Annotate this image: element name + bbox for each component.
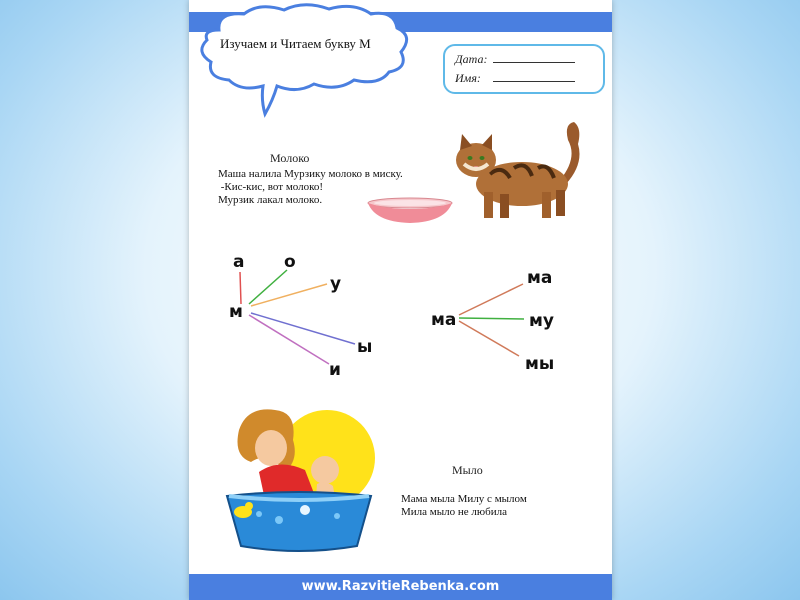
- syllable-center: ма: [431, 310, 457, 330]
- syllable-ma: ма: [527, 268, 553, 288]
- link-line-a: [240, 272, 241, 304]
- name-label: Имя:: [455, 71, 481, 85]
- link-line-my: [459, 321, 519, 356]
- link-line-i: [249, 315, 329, 364]
- worksheet-title: Изучаем и Читаем букву М: [220, 36, 371, 51]
- link-line-ma: [459, 284, 523, 315]
- letter-u: у: [330, 274, 342, 294]
- link-line-u: [251, 284, 327, 306]
- mother-bathing-baby-icon: [219, 400, 379, 558]
- syllable-my: мы: [525, 354, 555, 374]
- letter-m: м: [229, 302, 243, 322]
- story1-heading: Молоко: [270, 151, 310, 165]
- footer-banner: [189, 574, 612, 600]
- link-line-o: [249, 270, 287, 304]
- story2-line: Мила мыло не любила: [401, 506, 507, 518]
- syllable-mu: му: [529, 311, 554, 331]
- link-line-y: [251, 313, 355, 344]
- story2-heading: Мыло: [452, 463, 483, 477]
- date-label: Дата:: [455, 52, 488, 66]
- link-line-mu: [459, 318, 524, 319]
- letter-i: и: [329, 360, 341, 380]
- letter-a: а: [233, 252, 245, 272]
- story1-line: Маша налила Мурзику молоко в миску.: [218, 168, 403, 180]
- story1-line: -Кис-кис, вот молоко!: [218, 181, 324, 193]
- footer-url[interactable]: www.RazvitieRebenka.com: [301, 579, 500, 594]
- story2-line: Мама мыла Милу с мылом: [401, 493, 527, 505]
- letter-y: ы: [357, 337, 373, 357]
- story2-text: [401, 493, 527, 519]
- story1-line: Мурзик лакал молоко.: [218, 194, 323, 206]
- letter-o: о: [284, 252, 296, 272]
- worksheet-page: [189, 0, 612, 600]
